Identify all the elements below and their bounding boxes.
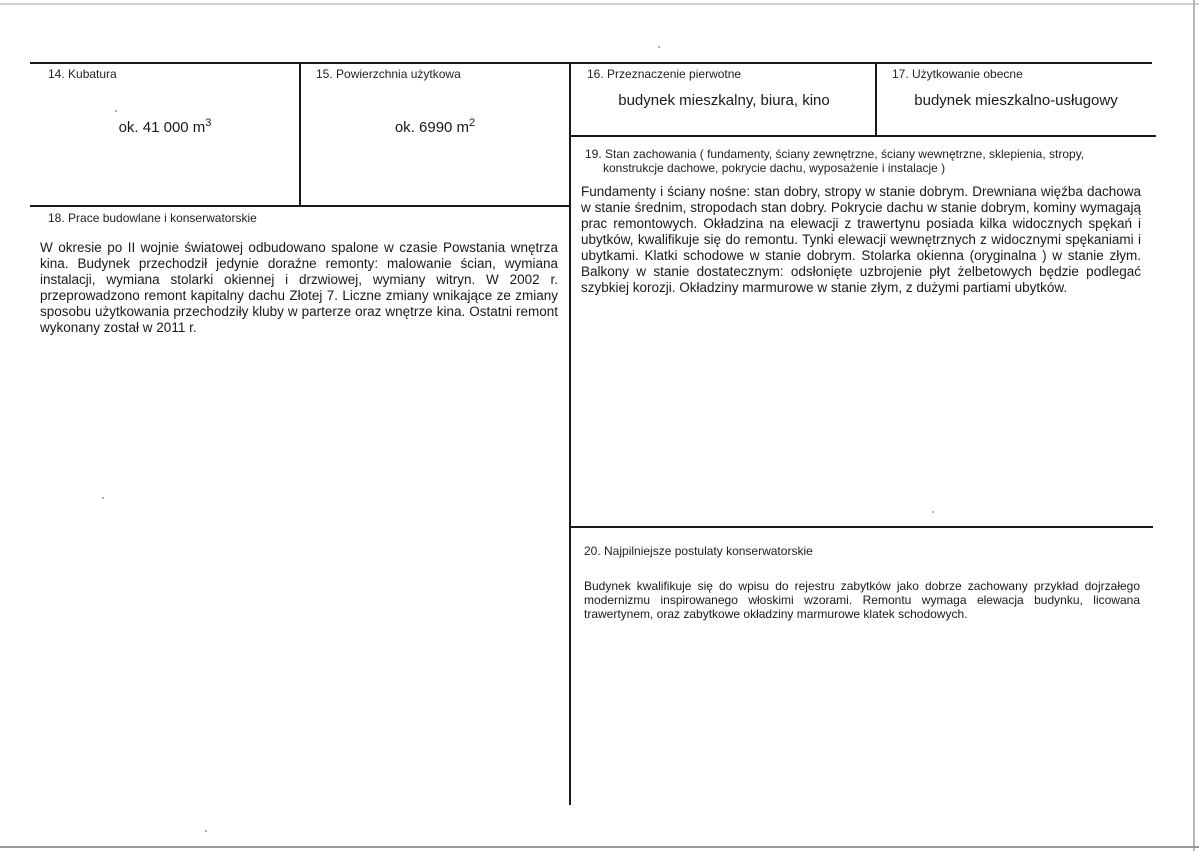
page-edge-bottom (0, 846, 1199, 848)
page-edge-right (1193, 0, 1195, 851)
kubatura-value (90, 117, 240, 136)
prace-text: W okresie po II wojnie światowej odbudowano spalone w czasie Powstania wnętrza kina. Budynek przechodził jedynie doraźne remonty: malowanie ścian, wymiana instalacji, wymiana stolarki okiennej i drzwiowej, wymiany witryn. W 2002 r. przeprowadzono remont kapitalny dachu Złotej 7. Liczne zmiany wnikające ze zmiany sposobu użytkowania przechodziły kluby w parterze oraz wnętrze kina. Ostatni remont wykonany został w 2011 r. (40, 240, 558, 335)
top-rule (30, 62, 1152, 64)
divider-14-15 (299, 62, 301, 207)
kubatura-label: 14. Kubatura (48, 67, 117, 81)
page-edge-top (0, 3, 1199, 5)
powierzchnia-number: ok. 6990 m (394, 119, 470, 136)
rule-under-16-17 (570, 135, 1156, 137)
divider-16-17 (875, 62, 877, 137)
przeznaczenie-label: 16. Przeznaczenie pierwotne (587, 67, 742, 81)
stan-label-line2: konstrukcje dachowe, pokrycie dachu, wyposażenie i instalacje ) (603, 161, 946, 175)
powierzchnia-unit-exponent: 2 (469, 117, 476, 129)
postulaty-text: Budynek kwalifikuje się do wpisu do rejestru zabytków jako dobrze zachowany przykład dojrzałego modernizmu inspirowanego włoskimi wzorami. Remontu wymaga elewacja budynku, licowana trawertynem, oraz zabytkowe okładziny marmurowe klatek schodowych. (584, 579, 1140, 621)
uzytkowanie-label: 17. Użytkowanie obecne (892, 67, 1023, 81)
stan-text: Fundamenty i ściany nośne: stan dobry, stropy w stanie dobrym. Drewniana więźba dachowa w stanie średnim, stropodach stan dobry. Pokrycie dachu w stanie dobrym, kominy wymagają prac remontowych. Okładzina na elewacji z trawertynu posiada kilka widocznych spękań i ubytków, kwalifikuje się do remontu. Tynki elewacji wewnętrznych z widocznymi spękaniami i ubytkami. Klatki schodowe w stanie dobrym. Stolarka okienna (oryginalna ) w stanie złym. Balkony w stanie dostatecznym: odsłonięte uzbrojenie płyt żelbetowych będzie podlegać szybkiej korozji. Okładziny marmurowe w stanie złym, z dużymi partiami ubytków. (581, 184, 1141, 295)
scan-speck (932, 511, 934, 513)
scan-speck (658, 46, 660, 48)
powierzchnia-value (360, 117, 510, 136)
stan-label-line1: 19. Stan zachowania ( fundamenty, ściany zewnętrzne, ściany wewnętrzne, sklepienia, stropy, (585, 147, 1085, 161)
powierzchnia-label: 15. Powierzchnia użytkowa (316, 67, 461, 81)
scan-speck (115, 110, 117, 112)
przeznaczenie-value: budynek mieszkalny, biura, kino (618, 92, 830, 109)
kubatura-number: ok. 41 000 m (118, 119, 206, 136)
kubatura-unit-exponent: 3 (205, 117, 212, 129)
center-divider (569, 62, 571, 805)
prace-label: 18. Prace budowlane i konserwatorskie (48, 211, 257, 225)
scan-speck (102, 497, 104, 499)
postulaty-label: 20. Najpilniejsze postulaty konserwatorskie (584, 544, 813, 558)
scan-speck (205, 830, 207, 832)
rule-under-19 (570, 526, 1153, 528)
uzytkowanie-value: budynek mieszkalno-usługowy (914, 92, 1118, 109)
